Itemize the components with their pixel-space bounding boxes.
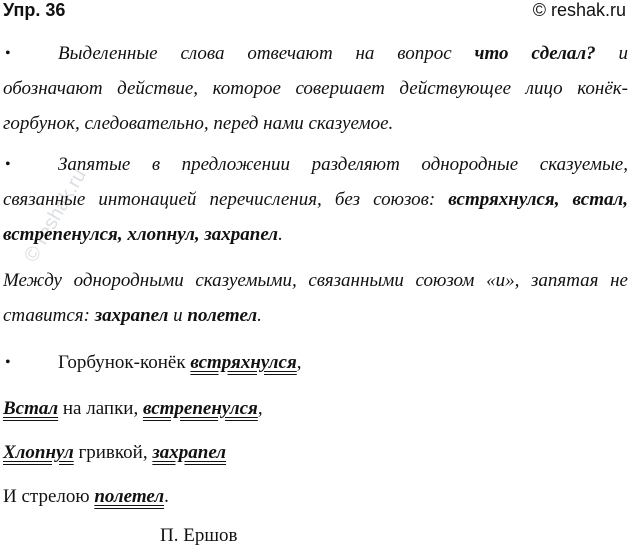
poem-line-4 <box>3 486 169 508</box>
para3-line1: Между однородными сказуемыми, связанными союзом «и», запятая не <box>3 270 628 291</box>
poem-comma: , <box>257 398 263 419</box>
para1-text-c: и <box>595 43 628 64</box>
exercise-title: Упр. 36 <box>3 0 66 20</box>
para2-line1: Запятые в предложении разделяют однородные сказуемые, <box>58 154 628 175</box>
para2-line3 <box>3 224 283 246</box>
poem-line-1 <box>58 352 302 374</box>
poem-text: И стрелою <box>3 486 95 507</box>
word-zakhrapel: захрапел <box>94 305 169 326</box>
para3-text-a: ставится: <box>3 305 95 326</box>
para3-line2 <box>3 305 262 327</box>
predicate-underlined: встряхнулся <box>190 352 297 373</box>
poem-text: Горбунок-конёк <box>58 352 191 373</box>
poem-line-2 <box>3 398 263 420</box>
bullet-3: • <box>5 354 11 371</box>
predicate-underlined: встрепенулся <box>142 398 258 419</box>
word-poletel: полетел <box>187 305 258 326</box>
poem-period: . <box>164 486 169 507</box>
predicate-underlined: полетел <box>94 486 165 507</box>
poem-text: гривкой, <box>73 442 153 463</box>
predicates-1: встряхнулся, встал, <box>448 189 628 210</box>
para1-line2: обозначают действие, которое совершает действующее лицо конёк- <box>3 78 628 99</box>
poem-comma: , <box>296 352 302 373</box>
para1-line3: горбунок, следовательно, перед нами сказуемое. <box>3 113 394 134</box>
predicate-underlined: захрапел <box>152 442 227 463</box>
question-phrase: что сделал? <box>474 43 596 64</box>
para3-and: и <box>168 305 188 326</box>
para1-text-a: Выделенные слова отвечают на вопрос <box>58 43 475 64</box>
predicates-2: встрепенулся, хлопнул, захрапел <box>3 224 279 245</box>
para2-period: . <box>278 224 283 245</box>
site-credit: © reshak.ru <box>532 0 626 20</box>
poem-text: на лапки, <box>58 398 143 419</box>
para2-line2 <box>3 189 628 211</box>
poem-line-3 <box>3 442 226 464</box>
poem-author: П. Ершов <box>160 525 238 546</box>
para2-text-a: связанные интонацией перечисления, без союзов: <box>3 189 449 210</box>
bullet-2: • <box>5 156 11 173</box>
predicate-underlined: Встал <box>3 398 59 419</box>
para1-line1 <box>58 43 628 65</box>
para3-period: . <box>257 305 262 326</box>
bullet-1: • <box>5 45 11 62</box>
watermark: © reshak.ru <box>20 165 91 266</box>
predicate-underlined: Хлопнул <box>3 442 74 463</box>
